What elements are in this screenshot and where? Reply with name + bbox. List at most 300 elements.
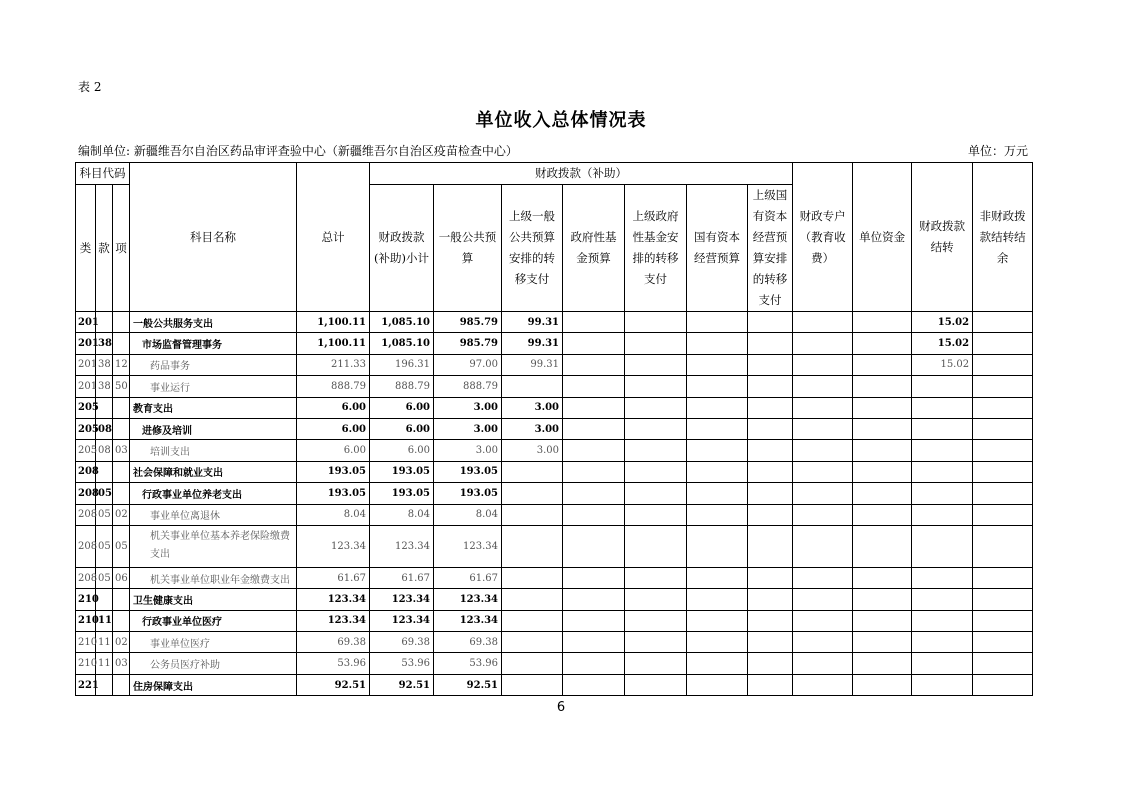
cell-total: 8.04 <box>297 504 370 525</box>
table-row <box>76 312 1033 333</box>
cell-upper-state-capital-transfer <box>748 333 793 354</box>
cell-state-capital-budget <box>687 461 748 482</box>
cell-xiang: 05 <box>113 525 130 567</box>
cell-gov-fund-budget <box>563 333 625 354</box>
cell-fiscal-carryover <box>912 525 973 567</box>
cell-fiscal-carryover <box>912 589 973 610</box>
cell-fiscal-carryover <box>912 418 973 439</box>
cell-total: 92.51 <box>297 674 370 695</box>
cell-fiscal-special <box>793 525 853 567</box>
cell-subject-name: 事业单位离退休 <box>130 504 297 525</box>
cell-gov-fund-budget <box>563 589 625 610</box>
cell-xiang: 12 <box>113 354 130 375</box>
cell-kuan: 05 <box>96 567 113 588</box>
cell-lei: 205 <box>76 418 96 439</box>
cell-fiscal-subtotal: 69.38 <box>370 632 434 653</box>
cell-lei: 205 <box>76 397 96 418</box>
cell-unit-funds <box>853 461 912 482</box>
cell-state-capital-budget <box>687 589 748 610</box>
table-row <box>76 354 1033 375</box>
cell-upper-state-capital-transfer <box>748 653 793 674</box>
header-general-budget: 一般公共预算 <box>434 185 502 312</box>
cell-general-budget: 3.00 <box>434 397 502 418</box>
cell-lei: 201 <box>76 354 96 375</box>
cell-xiang <box>113 589 130 610</box>
cell-fiscal-carryover: 15.02 <box>912 333 973 354</box>
cell-upper-state-capital-transfer <box>748 589 793 610</box>
cell-nonfiscal-carryover <box>973 354 1033 375</box>
cell-subject-name: 社会保障和就业支出 <box>130 461 297 482</box>
cell-fiscal-special <box>793 461 853 482</box>
cell-fiscal-carryover: 15.02 <box>912 354 973 375</box>
header-state-capital-budget: 国有资本经营预算 <box>687 185 748 312</box>
header-nonfiscal-carryover: 非财政拨款结转结余 <box>973 163 1033 312</box>
cell-xiang: 50 <box>113 376 130 397</box>
cell-general-budget: 92.51 <box>434 674 502 695</box>
cell-nonfiscal-carryover <box>973 525 1033 567</box>
header-gov-fund-budget: 政府性基金预算 <box>563 185 625 312</box>
cell-nonfiscal-carryover <box>973 567 1033 588</box>
cell-general-budget: 985.79 <box>434 333 502 354</box>
cell-upper-general-transfer <box>502 504 563 525</box>
table-body <box>76 312 1033 696</box>
cell-kuan: 05 <box>96 483 113 504</box>
cell-upper-general-transfer <box>502 483 563 504</box>
cell-upper-gov-fund-transfer <box>625 397 687 418</box>
cell-fiscal-carryover <box>912 674 973 695</box>
cell-upper-gov-fund-transfer <box>625 504 687 525</box>
cell-lei: 201 <box>76 376 96 397</box>
cell-subject-name: 药品事务 <box>130 354 297 375</box>
cell-fiscal-special <box>793 610 853 631</box>
cell-fiscal-special <box>793 589 853 610</box>
compiler-unit: 编制单位: 新疆维吾尔自治区药品审评查验中心（新疆维吾尔自治区疫苗检查中心） <box>78 144 518 158</box>
cell-lei: 208 <box>76 567 96 588</box>
cell-total: 1,100.11 <box>297 312 370 333</box>
table-row <box>76 376 1033 397</box>
cell-upper-state-capital-transfer <box>748 397 793 418</box>
cell-nonfiscal-carryover <box>973 674 1033 695</box>
header-total: 总计 <box>297 163 370 312</box>
cell-unit-funds <box>853 440 912 461</box>
cell-fiscal-carryover <box>912 461 973 482</box>
cell-subject-name: 一般公共服务支出 <box>130 312 297 333</box>
cell-subject-name: 行政事业单位医疗 <box>130 610 297 631</box>
cell-subject-name: 教育支出 <box>130 397 297 418</box>
cell-kuan: 05 <box>96 525 113 567</box>
cell-gov-fund-budget <box>563 610 625 631</box>
cell-fiscal-subtotal: 6.00 <box>370 397 434 418</box>
cell-total: 193.05 <box>297 483 370 504</box>
cell-unit-funds <box>853 610 912 631</box>
table-row <box>76 525 1033 567</box>
cell-upper-general-transfer <box>502 653 563 674</box>
cell-subject-name: 培训支出 <box>130 440 297 461</box>
cell-general-budget: 61.67 <box>434 567 502 588</box>
cell-fiscal-subtotal: 8.04 <box>370 504 434 525</box>
cell-total: 69.38 <box>297 632 370 653</box>
cell-nonfiscal-carryover <box>973 483 1033 504</box>
cell-upper-gov-fund-transfer <box>625 525 687 567</box>
cell-general-budget: 123.34 <box>434 589 502 610</box>
cell-lei: 210 <box>76 589 96 610</box>
cell-total: 123.34 <box>297 589 370 610</box>
cell-general-budget: 193.05 <box>434 483 502 504</box>
cell-lei: 221 <box>76 674 96 695</box>
cell-fiscal-subtotal: 92.51 <box>370 674 434 695</box>
cell-kuan: 38 <box>96 333 113 354</box>
cell-fiscal-subtotal: 123.34 <box>370 589 434 610</box>
cell-nonfiscal-carryover <box>973 312 1033 333</box>
cell-lei: 208 <box>76 525 96 567</box>
cell-gov-fund-budget <box>563 653 625 674</box>
cell-fiscal-carryover <box>912 610 973 631</box>
cell-kuan: 11 <box>96 653 113 674</box>
cell-unit-funds <box>853 333 912 354</box>
table-row <box>76 440 1033 461</box>
cell-upper-state-capital-transfer <box>748 312 793 333</box>
cell-unit-funds <box>853 632 912 653</box>
cell-nonfiscal-carryover <box>973 589 1033 610</box>
cell-xiang: 06 <box>113 567 130 588</box>
cell-nonfiscal-carryover <box>973 397 1033 418</box>
cell-fiscal-special <box>793 333 853 354</box>
table-row <box>76 567 1033 588</box>
cell-fiscal-subtotal: 1,085.10 <box>370 333 434 354</box>
cell-general-budget: 193.05 <box>434 461 502 482</box>
cell-lei: 208 <box>76 461 96 482</box>
cell-upper-general-transfer <box>502 632 563 653</box>
cell-gov-fund-budget <box>563 525 625 567</box>
cell-upper-general-transfer <box>502 610 563 631</box>
cell-gov-fund-budget <box>563 461 625 482</box>
cell-nonfiscal-carryover <box>973 632 1033 653</box>
cell-fiscal-special <box>793 674 853 695</box>
page-number: 6 <box>556 700 566 715</box>
cell-upper-gov-fund-transfer <box>625 418 687 439</box>
cell-xiang <box>113 461 130 482</box>
cell-upper-state-capital-transfer <box>748 632 793 653</box>
cell-upper-gov-fund-transfer <box>625 567 687 588</box>
cell-subject-name: 机关事业单位职业年金缴费支出 <box>130 567 297 588</box>
cell-xiang: 02 <box>113 632 130 653</box>
cell-subject-name: 市场监督管理事务 <box>130 333 297 354</box>
cell-fiscal-carryover <box>912 483 973 504</box>
cell-state-capital-budget <box>687 376 748 397</box>
table-row <box>76 483 1033 504</box>
cell-lei: 201 <box>76 312 96 333</box>
cell-unit-funds <box>853 418 912 439</box>
cell-subject-name: 公务员医疗补助 <box>130 653 297 674</box>
cell-upper-gov-fund-transfer <box>625 653 687 674</box>
header-unit-funds: 单位资金 <box>853 163 912 312</box>
cell-fiscal-subtotal: 123.34 <box>370 525 434 567</box>
cell-upper-state-capital-transfer <box>748 610 793 631</box>
cell-upper-gov-fund-transfer <box>625 440 687 461</box>
cell-upper-gov-fund-transfer <box>625 461 687 482</box>
cell-state-capital-budget <box>687 525 748 567</box>
cell-lei: 201 <box>76 333 96 354</box>
cell-upper-general-transfer: 99.31 <box>502 354 563 375</box>
cell-xiang: 02 <box>113 504 130 525</box>
cell-nonfiscal-carryover <box>973 418 1033 439</box>
cell-fiscal-subtotal: 193.05 <box>370 461 434 482</box>
cell-general-budget: 69.38 <box>434 632 502 653</box>
cell-state-capital-budget <box>687 440 748 461</box>
header-xiang: 项 <box>113 185 130 312</box>
header-fiscal-special: 财政专户（教育收费） <box>793 163 853 312</box>
cell-gov-fund-budget <box>563 674 625 695</box>
header-fiscal-subtotal: 财政拨款(补助)小计 <box>370 185 434 312</box>
cell-general-budget: 123.34 <box>434 525 502 567</box>
cell-gov-fund-budget <box>563 632 625 653</box>
cell-upper-gov-fund-transfer <box>625 610 687 631</box>
cell-kuan: 08 <box>96 418 113 439</box>
cell-state-capital-budget <box>687 504 748 525</box>
cell-state-capital-budget <box>687 397 748 418</box>
cell-fiscal-carryover <box>912 440 973 461</box>
cell-total: 888.79 <box>297 376 370 397</box>
cell-upper-general-transfer: 3.00 <box>502 418 563 439</box>
cell-fiscal-special <box>793 653 853 674</box>
table-number: 表 2 <box>78 80 102 94</box>
cell-total: 193.05 <box>297 461 370 482</box>
cell-fiscal-special <box>793 504 853 525</box>
cell-lei: 205 <box>76 440 96 461</box>
cell-upper-state-capital-transfer <box>748 674 793 695</box>
table-row <box>76 333 1033 354</box>
cell-fiscal-subtotal: 61.67 <box>370 567 434 588</box>
cell-gov-fund-budget <box>563 397 625 418</box>
cell-total: 6.00 <box>297 418 370 439</box>
table-row <box>76 504 1033 525</box>
cell-upper-gov-fund-transfer <box>625 354 687 375</box>
cell-gov-fund-budget <box>563 483 625 504</box>
cell-fiscal-carryover: 15.02 <box>912 312 973 333</box>
header-upper-gov-fund-transfer: 上级政府性基金安排的转移支付 <box>625 185 687 312</box>
cell-fiscal-special <box>793 418 853 439</box>
cell-total: 6.00 <box>297 440 370 461</box>
currency-unit: 单位：万元 <box>967 144 1028 158</box>
cell-xiang <box>113 610 130 631</box>
cell-state-capital-budget <box>687 567 748 588</box>
cell-total: 53.96 <box>297 653 370 674</box>
cell-general-budget: 53.96 <box>434 653 502 674</box>
cell-xiang <box>113 674 130 695</box>
table-row <box>76 461 1033 482</box>
cell-lei: 208 <box>76 504 96 525</box>
cell-fiscal-special <box>793 397 853 418</box>
cell-fiscal-special <box>793 483 853 504</box>
cell-nonfiscal-carryover <box>973 376 1033 397</box>
cell-lei: 210 <box>76 632 96 653</box>
cell-upper-general-transfer: 3.00 <box>502 397 563 418</box>
cell-subject-name: 卫生健康支出 <box>130 589 297 610</box>
cell-kuan: 05 <box>96 504 113 525</box>
cell-upper-state-capital-transfer <box>748 376 793 397</box>
table-row <box>76 397 1033 418</box>
cell-gov-fund-budget <box>563 567 625 588</box>
header-code-group: 科目代码 <box>76 163 130 185</box>
header-fiscal-carryover: 财政拨款结转 <box>912 163 973 312</box>
cell-upper-gov-fund-transfer <box>625 674 687 695</box>
cell-fiscal-carryover <box>912 653 973 674</box>
cell-upper-state-capital-transfer <box>748 461 793 482</box>
cell-subject-name: 事业运行 <box>130 376 297 397</box>
cell-fiscal-special <box>793 376 853 397</box>
table-row <box>76 674 1033 695</box>
header-lei: 类 <box>76 185 96 312</box>
cell-total: 211.33 <box>297 354 370 375</box>
income-table <box>75 162 1033 696</box>
cell-fiscal-special <box>793 354 853 375</box>
cell-fiscal-subtotal: 123.34 <box>370 610 434 631</box>
cell-gov-fund-budget <box>563 504 625 525</box>
cell-general-budget: 3.00 <box>434 418 502 439</box>
cell-general-budget: 8.04 <box>434 504 502 525</box>
cell-xiang <box>113 418 130 439</box>
cell-fiscal-carryover <box>912 397 973 418</box>
cell-state-capital-budget <box>687 653 748 674</box>
header-fiscal-group: 财政拨款（补助） <box>370 163 793 185</box>
cell-kuan: 11 <box>96 610 113 631</box>
table-row <box>76 418 1033 439</box>
cell-general-budget: 97.00 <box>434 354 502 375</box>
cell-upper-gov-fund-transfer <box>625 312 687 333</box>
cell-nonfiscal-carryover <box>973 504 1033 525</box>
cell-total: 123.34 <box>297 525 370 567</box>
cell-state-capital-budget <box>687 354 748 375</box>
cell-unit-funds <box>853 483 912 504</box>
table-row <box>76 632 1033 653</box>
cell-upper-state-capital-transfer <box>748 354 793 375</box>
cell-general-budget: 123.34 <box>434 610 502 631</box>
cell-xiang <box>113 312 130 333</box>
cell-nonfiscal-carryover <box>973 440 1033 461</box>
cell-upper-state-capital-transfer <box>748 504 793 525</box>
cell-upper-state-capital-transfer <box>748 418 793 439</box>
cell-state-capital-budget <box>687 674 748 695</box>
table-row <box>76 653 1033 674</box>
cell-unit-funds <box>853 312 912 333</box>
cell-kuan: 38 <box>96 376 113 397</box>
header-upper-state-capital-transfer: 上级国有资本经营预算安排的转移支付 <box>748 185 793 312</box>
cell-upper-gov-fund-transfer <box>625 333 687 354</box>
cell-upper-gov-fund-transfer <box>625 376 687 397</box>
cell-fiscal-special <box>793 312 853 333</box>
cell-lei: 210 <box>76 653 96 674</box>
table-header <box>76 163 1033 312</box>
cell-unit-funds <box>853 525 912 567</box>
cell-general-budget: 985.79 <box>434 312 502 333</box>
cell-upper-general-transfer <box>502 567 563 588</box>
cell-nonfiscal-carryover <box>973 333 1033 354</box>
cell-state-capital-budget <box>687 610 748 631</box>
cell-upper-general-transfer: 99.31 <box>502 312 563 333</box>
cell-fiscal-carryover <box>912 376 973 397</box>
cell-xiang <box>113 483 130 504</box>
cell-state-capital-budget <box>687 418 748 439</box>
cell-fiscal-special <box>793 440 853 461</box>
cell-upper-state-capital-transfer <box>748 483 793 504</box>
cell-upper-gov-fund-transfer <box>625 589 687 610</box>
cell-upper-gov-fund-transfer <box>625 483 687 504</box>
cell-xiang: 03 <box>113 440 130 461</box>
cell-xiang: 03 <box>113 653 130 674</box>
cell-gov-fund-budget <box>563 440 625 461</box>
cell-state-capital-budget <box>687 632 748 653</box>
cell-upper-general-transfer <box>502 589 563 610</box>
cell-subject-name: 住房保障支出 <box>130 674 297 695</box>
cell-upper-general-transfer <box>502 376 563 397</box>
cell-gov-fund-budget <box>563 312 625 333</box>
cell-fiscal-carryover <box>912 567 973 588</box>
cell-gov-fund-budget <box>563 418 625 439</box>
cell-unit-funds <box>853 354 912 375</box>
table-row <box>76 610 1033 631</box>
header-kuan: 款 <box>96 185 113 312</box>
cell-state-capital-budget <box>687 333 748 354</box>
cell-upper-general-transfer <box>502 674 563 695</box>
cell-kuan: 08 <box>96 440 113 461</box>
cell-lei: 210 <box>76 610 96 631</box>
cell-gov-fund-budget <box>563 354 625 375</box>
table-row <box>76 589 1033 610</box>
cell-nonfiscal-carryover <box>973 461 1033 482</box>
cell-total: 123.34 <box>297 610 370 631</box>
cell-unit-funds <box>853 589 912 610</box>
cell-fiscal-subtotal: 53.96 <box>370 653 434 674</box>
cell-upper-general-transfer <box>502 525 563 567</box>
cell-general-budget: 888.79 <box>434 376 502 397</box>
cell-fiscal-carryover <box>912 504 973 525</box>
cell-fiscal-carryover <box>912 632 973 653</box>
cell-upper-general-transfer: 3.00 <box>502 440 563 461</box>
cell-upper-state-capital-transfer <box>748 525 793 567</box>
cell-subject-name: 机关事业单位基本养老保险缴费支出 <box>130 525 297 567</box>
cell-xiang <box>113 333 130 354</box>
cell-state-capital-budget <box>687 483 748 504</box>
cell-general-budget: 3.00 <box>434 440 502 461</box>
cell-gov-fund-budget <box>563 376 625 397</box>
cell-xiang <box>113 397 130 418</box>
cell-unit-funds <box>853 653 912 674</box>
cell-kuan: 11 <box>96 632 113 653</box>
cell-upper-general-transfer <box>502 461 563 482</box>
cell-kuan: 38 <box>96 354 113 375</box>
cell-fiscal-subtotal: 1,085.10 <box>370 312 434 333</box>
cell-unit-funds <box>853 376 912 397</box>
cell-subject-name: 进修及培训 <box>130 418 297 439</box>
cell-unit-funds <box>853 397 912 418</box>
cell-fiscal-subtotal: 6.00 <box>370 440 434 461</box>
cell-fiscal-subtotal: 6.00 <box>370 418 434 439</box>
cell-upper-gov-fund-transfer <box>625 632 687 653</box>
cell-total: 1,100.11 <box>297 333 370 354</box>
cell-unit-funds <box>853 674 912 695</box>
cell-unit-funds <box>853 567 912 588</box>
cell-unit-funds <box>853 504 912 525</box>
cell-fiscal-subtotal: 196.31 <box>370 354 434 375</box>
cell-nonfiscal-carryover <box>973 610 1033 631</box>
cell-state-capital-budget <box>687 312 748 333</box>
cell-total: 6.00 <box>297 397 370 418</box>
header-subject-name: 科目名称 <box>130 163 297 312</box>
cell-lei: 208 <box>76 483 96 504</box>
cell-upper-state-capital-transfer <box>748 567 793 588</box>
cell-total: 61.67 <box>297 567 370 588</box>
cell-fiscal-subtotal: 193.05 <box>370 483 434 504</box>
